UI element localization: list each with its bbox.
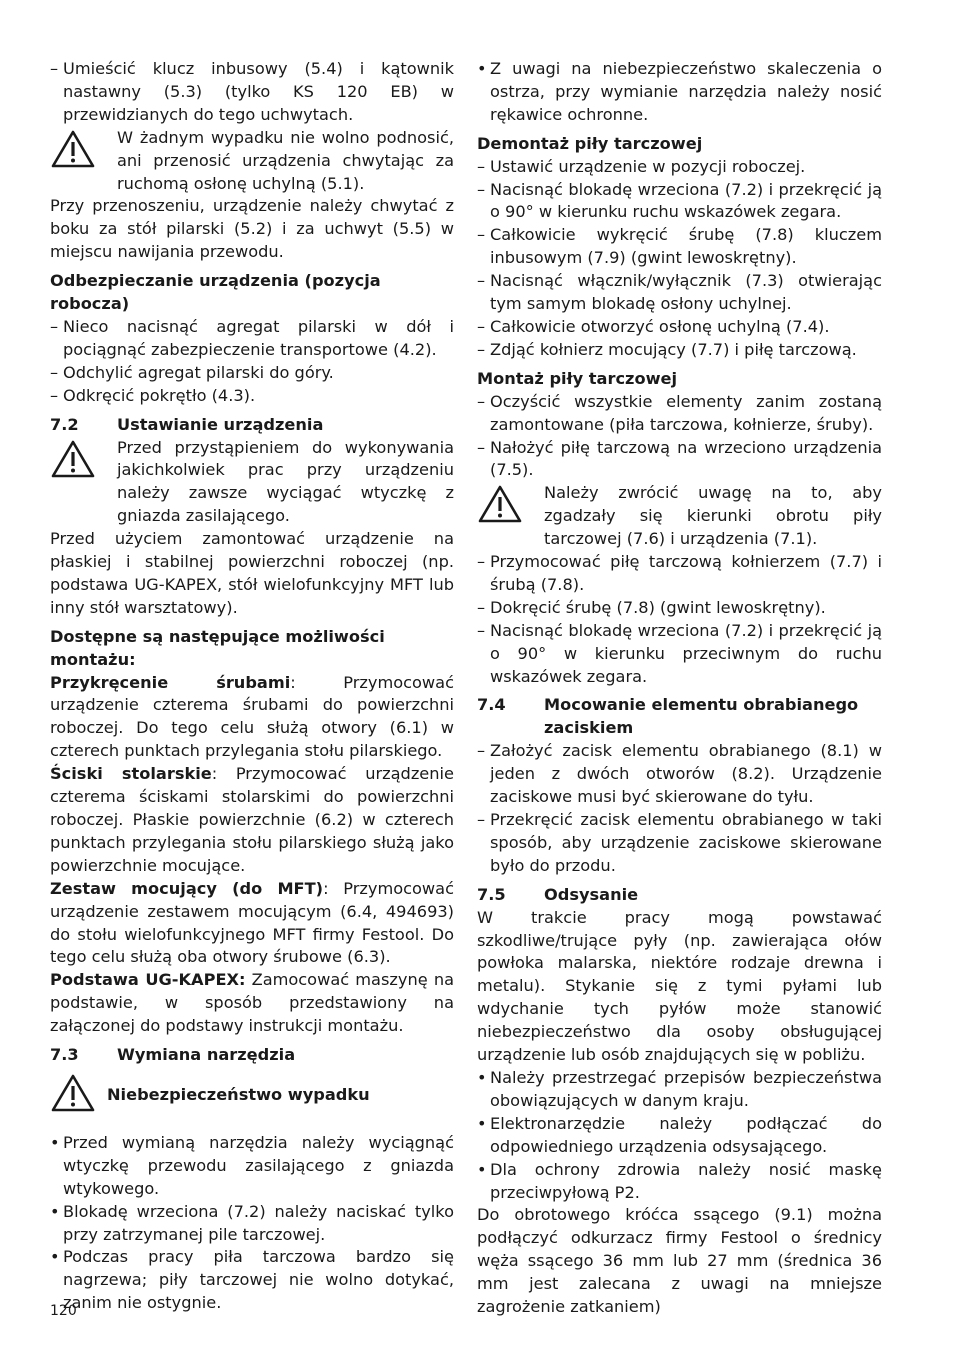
section-number: 7.4 <box>477 695 506 715</box>
heading: Dostępne są następujące możliwości montażu: <box>50 626 385 669</box>
page-number: 120 <box>50 1303 77 1319</box>
section-heading-7-4 <box>477 694 882 740</box>
heading: Demontaż piły tarczowej <box>477 133 703 153</box>
section-heading-7-2 <box>50 414 454 437</box>
right-column <box>477 58 882 1319</box>
list-item: – Oczyścić wszystkie elementy zanim zostaną zamontowane (piła tarczowa, kołnierze, śruby). <box>477 391 882 437</box>
warning-triangle-icon <box>50 1071 107 1120</box>
paragraph: Przed użyciem zamontować urządzenie na płaskiej i stabilnej powierzchni roboczej (np. podstawa UG-KAPEX, stół wielofunkcyjny MFT lub inny stół warsztatowy). <box>50 529 454 617</box>
list-item: – Przymocować piłę tarczową kołnierzem (7.7) i śrubą (7.8). <box>477 551 882 597</box>
bold-term: Przykręcenie śrubami <box>50 672 291 692</box>
warning-triangle-icon <box>50 437 117 486</box>
warning-triangle-icon <box>477 482 544 531</box>
paragraph <box>50 969 454 1038</box>
list-item: – Nacisnąć włącznik/wyłącznik (7.3) otwierając tym samym blokadę osłony uchylnej. <box>477 270 882 316</box>
bullet-item: • Z uwagi na niebezpieczeństwo skaleczenia o ostrza, przy wymianie narzędzia należy nosić rękawice ochronne. <box>477 58 882 127</box>
bullet-item: • Dla ochrony zdrowia należy nosić maskę przeciwpyłową P2. <box>477 1159 882 1205</box>
heading: Montaż piły tarczowej <box>477 368 678 388</box>
paragraph: W trakcie pracy mogą powstawać szkodliwe/trujące pyły (np. zawierająca ołów powłoka malarska, niektóre rodzaje drewna i metalu). Stykanie się z tymi pyłami lub wdychanie tych pyłów może stanowić niebezpieczeństwo dla osoby obsługującej urządzenie lub osób znajdujących się w pobliżu. <box>477 907 882 1065</box>
danger-note <box>50 1071 454 1120</box>
section-number: 7.3 <box>50 1045 79 1065</box>
bold-term: Ściski stolarskie <box>50 764 212 784</box>
bold-term: Podstawa UG-KAPEX: <box>50 970 246 990</box>
section-title: Wymiana narzędzia <box>117 1045 296 1065</box>
list-item: – Założyć zacisk elementu obrabianego (8.1) w jeden z dwóch otworów (8.2). Urządzenie zaciskowe musi być skierowane do tyłu. <box>477 740 882 809</box>
warning-text: W żadnym wypadku nie wolno podnosić, ani przenosić urządzenia chwytając za ruchomą osłonę uchylną (5.1). <box>117 127 454 193</box>
term-text: Zamocować maszynę na podstawie, w sposób przedstawiony na załączonej do podstawy instrukcji montażu. <box>50 970 454 1036</box>
bullet-item: • Blokadę wrzeciona (7.2) należy naciskać tylko przy zatrzymanej pile tarczowej. <box>50 1201 454 1247</box>
paragraph: Do obrotowego króćca ssącego (9.1) można podłączyć odkurzacz firmy Festool o średnicy węża ssącego 36 mm lub 27 mm (średnica 36 mm jest zalecana z uwagi na mniejsze zagrożenie zatkaniem) <box>477 1205 882 1317</box>
heading: Odbezpieczanie urządzenia (pozycja robocza) <box>50 271 381 314</box>
term-text: : Przymocować urządzenie zestawem mocującym (6.4, 494693) do stołu wielofunkcyjnego MFT firmy Festool. Do tego celu służą oba otwory śrubowe (6.3). <box>50 878 454 967</box>
list-item: – Odchylić agregat pilarski do góry. <box>50 362 454 385</box>
danger-title: Niebezpieczeństwo wypadku <box>107 1084 370 1104</box>
list-item: – Przekręcić zacisk elementu obrabianego w taki sposób, aby urządzenie zaciskowe skierowane było do przodu. <box>477 809 882 878</box>
list-item: – Nacisnąć blokadę wrzeciona (7.2) i przekręcić ją o 90° w kierunku ruchu wskazówek zegara. <box>477 179 882 225</box>
warning-text: Należy zwrócić uwagę na to, aby zgadzały się kierunki obrotu piły tarczowej (7.6) i urządzenia (7.1). <box>544 483 882 549</box>
paragraph <box>50 672 454 764</box>
list-item: – Nieco nacisnąć agregat pilarski w dół i pociągnąć zabezpieczenie transportowe (4.2). <box>50 316 454 362</box>
left-column <box>50 58 454 1315</box>
section-heading-7-5 <box>477 884 882 907</box>
bullet-item: • Podczas pracy piła tarczowa bardzo się nagrzewa; piły tarczowej nie wolno dotykać, zanim nie ostygnie. <box>50 1246 454 1315</box>
list-item: – Całkowicie otworzyć osłonę uchylną (7.4). <box>477 316 882 339</box>
section-number: 7.2 <box>50 414 79 434</box>
bold-term: Zestaw mocujący (do MFT) <box>50 878 324 898</box>
term-text: : Przymocować urządzenie czterema ściskami stolarskimi do powierzchni roboczej. Płaskie powierzchnie (6.2) w czterech punktach przylegania stołu pilarskiego służą jako powierzchnie mocujące. <box>50 764 454 875</box>
section-number: 7.5 <box>477 884 506 904</box>
paragraph <box>50 763 454 878</box>
section-title: Ustawianie urządzenia <box>117 414 324 434</box>
list-item: – Odkręcić pokrętło (4.3). <box>50 385 454 408</box>
term-text: : Przymocować urządzenie czterema śrubami do powierzchni roboczej. Do tego celu służą otwory (6.1) w czterech punktach przylegania stołu pilarskiego. <box>50 672 454 761</box>
section-title: Mocowanie elementu obrabianego zaciskiem <box>544 695 859 738</box>
bullet-item: • Przed wymianą narzędzia należy wyciągnąć wtyczkę przewodu zasilającego z gniazda wtykowego. <box>50 1132 454 1201</box>
list-item: – Nacisnąć blokadę wrzeciona (7.2) i przekręcić ją o 90° w kierunku przeciwnym do ruchu wskazówek zegara. <box>477 620 882 689</box>
list-item: – Umieścić klucz inbusowy (5.4) i kątownik nastawny (5.3) (tylko KS 120 EB) w przewidzianych do tego uchwytach. <box>50 58 454 127</box>
section-heading-7-3 <box>50 1044 454 1067</box>
list-item: – Dokręcić śrubę (7.8) (gwint lewoskrętny). <box>477 597 882 620</box>
paragraph: Przy przenoszeniu, urządzenie należy chwytać z boku za stół pilarski (5.2) i za uchwyt (5.5) w miejscu nawijania przewodu. <box>50 196 454 262</box>
section-title: Odsysanie <box>544 884 639 904</box>
warning-text: Przed przystąpieniem do wykonywania jakichkolwiek prac przy urządzeniu należy zawsze wyciągać wtyczkę z gniazda zasilającego. <box>117 437 454 526</box>
paragraph <box>50 878 454 970</box>
list-item: – Ustawić urządzenie w pozycji roboczej. <box>477 156 882 179</box>
list-item: – Nałożyć piłę tarczową na wrzeciono urządzenia (7.5). <box>477 437 882 483</box>
bullet-item: • Należy przestrzegać przepisów bezpieczeństwa obowiązujących w danym kraju. <box>477 1067 882 1113</box>
warning-triangle-icon <box>50 127 117 176</box>
warning-note <box>50 127 454 196</box>
warning-note <box>477 482 882 551</box>
warning-note <box>50 437 454 529</box>
bullet-item: • Elektronarzędzie należy podłączać do odpowiedniego urządzenia odsysającego. <box>477 1113 882 1159</box>
list-item: – Zdjąć kołnierz mocujący (7.7) i piłę tarczową. <box>477 339 882 362</box>
list-item: – Całkowicie wykręcić śrubę (7.8) kluczem inbusowym (7.9) (gwint lewoskrętny). <box>477 224 882 270</box>
